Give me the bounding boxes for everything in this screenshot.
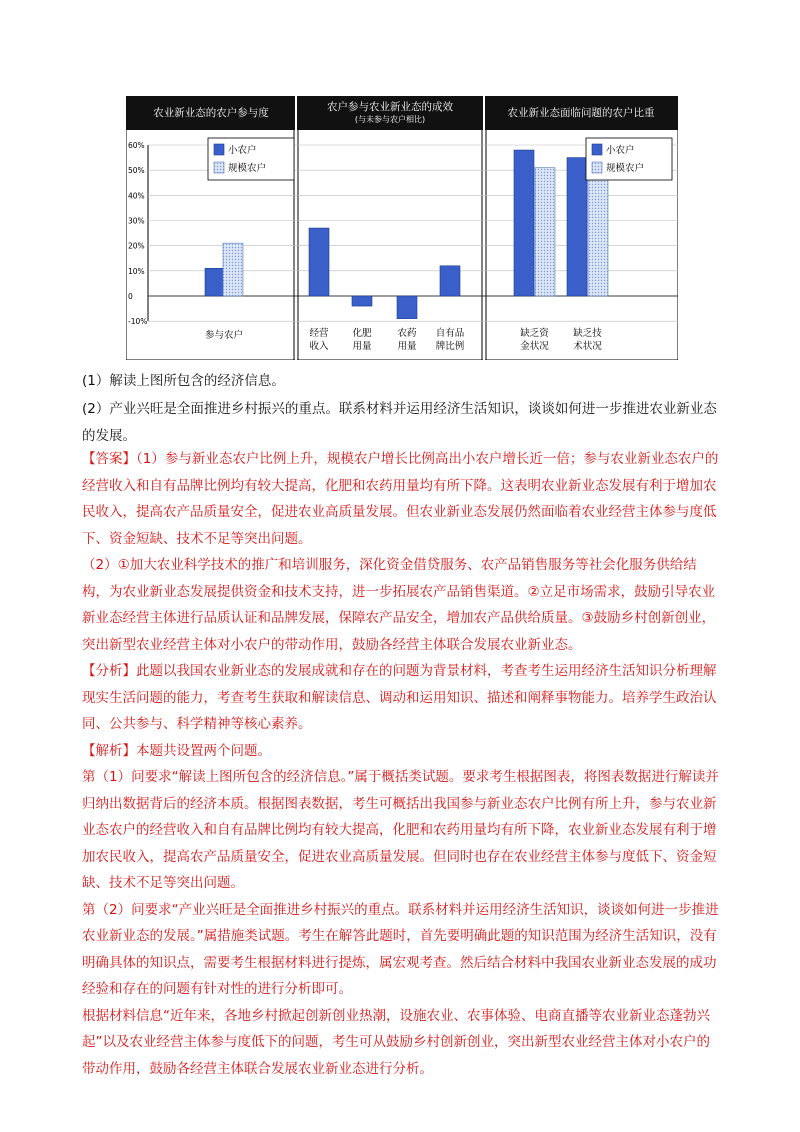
question-2 bbox=[82, 396, 722, 449]
explain-intro-paragraph bbox=[82, 738, 722, 765]
category-label: 缺乏资 bbox=[520, 328, 549, 339]
category-label: 参与农户 bbox=[204, 330, 244, 341]
legend-label-large: 规模农户 bbox=[606, 163, 645, 174]
answer-part-2: （2）①加大农业科学技术的推广和培训服务，深化资金借贷服务、农产品销售服务等社会化服务供给结构，为农业新业态发展提供资金和技术支持，进一步拓展农产品销售渠道。②立足市场需求，鼓励引导农业新业态经营主体进行品质认证和品牌发展，保障农产品安全，增加农产品供给质量。③鼓励乡村创新创业，突出新型农业经营主体对小农户的带动作用，鼓励各经营主体联合发展农业新业态。 bbox=[82, 557, 716, 653]
bar-0-0-1 bbox=[223, 243, 243, 296]
category-label: 化肥 bbox=[352, 328, 372, 339]
bar-1-2-0 bbox=[397, 296, 417, 319]
legend-label-large: 规模农户 bbox=[228, 163, 267, 174]
panel-subtitle-1: (与未参与农户相比) bbox=[354, 115, 426, 124]
bar-1-0-0 bbox=[309, 228, 329, 296]
bar-2-1-1 bbox=[588, 170, 608, 296]
y-tick-label: -10% bbox=[128, 317, 148, 327]
y-tick-label: 40% bbox=[128, 191, 145, 201]
legend-label-small: 小农户 bbox=[606, 145, 635, 156]
question-2-text: (2）产业兴旺是全面推进乡村振兴的重点。联系材料并运用经济生活知识，谈谈如何进一步推进农业新业态的发展。 bbox=[82, 401, 717, 444]
category-label: 缺乏技 bbox=[573, 328, 602, 339]
bar-1-3-0 bbox=[440, 266, 460, 296]
analysis-tag: 【分析】 bbox=[82, 663, 136, 679]
y-tick-label: 0 bbox=[128, 292, 133, 301]
category-label: 牌比例 bbox=[435, 341, 465, 352]
explain-part-3: 根据材料信息“近年来，各地乡村掀起创新创业热潮，设施农业、农事体验、电商直播等农业新业态蓬勃兴起”以及农业经营主体参与度低下的问题，考生可从鼓励乡村创新创业，突出新型农业经营主体对小农户的带动作用，鼓励各经营主体联合发展农业新业态进行分析。 bbox=[82, 1007, 710, 1077]
y-tick-label: 10% bbox=[128, 266, 145, 276]
category-label: 经营 bbox=[309, 328, 329, 339]
category-label: 用量 bbox=[397, 341, 417, 352]
panel-title-2: 农业新业态面临问题的农户比重 bbox=[507, 107, 655, 119]
y-tick-label: 60% bbox=[128, 141, 145, 150]
explain-part-2: 第（2）问要求“产业兴旺是全面推进乡村振兴的重点。联系材料并运用经济生活知识，谈谈如何进一步推进农业新业态的发展。”属措施类试题。考生在解答此题时，首先要明确此题的知识范围为经济生活知识，没有明确具体的知识点，需要考生根据材料进行提炼，属宏观考查。然后结合材料中我国农业新业态发展的成功经验和存在的问题有针对性的进行分析即可。 bbox=[82, 901, 719, 997]
chart-figure bbox=[126, 96, 678, 360]
category-label: 术状况 bbox=[573, 341, 602, 352]
legend-swatch-small bbox=[214, 144, 224, 155]
answer-section bbox=[82, 446, 722, 1082]
legend-swatch-large bbox=[592, 162, 602, 173]
category-label: 金状况 bbox=[520, 341, 549, 352]
bar-chart bbox=[126, 96, 678, 360]
explain-part-1: 第（1）问要求“解读上图所包含的经济信息。”属于概括类试题。要求考生根据图表，将图表数据进行解读并归纳出数据背后的经济本质。根据图表数据，考生可概括出我国参与新业态农户比例有所上升，参与农业新业态农户的经营收入和自有品牌比例均有较大提高，化肥和农药用量均有所下降，农业新业态发展有利于增加农民收入，提高农产品质量安全，促进农业高质量发展。但同时也存在农业经营主体参与度低下、资金短缺、技术不足等突出问题。 bbox=[82, 769, 719, 891]
bar-2-0-1 bbox=[535, 168, 555, 296]
panel-title-1: 农户参与农业新业态的成效 bbox=[327, 101, 453, 113]
category-label: 收入 bbox=[309, 341, 329, 352]
bar-1-1-0 bbox=[352, 296, 372, 306]
bar-0-0-0 bbox=[205, 268, 225, 296]
y-tick-label: 50% bbox=[128, 166, 145, 176]
analysis-paragraph bbox=[82, 658, 722, 738]
answer-text-1: （1）参与新业态农户比例上升，规模农户增长比例高出小农户增长近一倍；参与农业新业态农户的经营收入和自有品牌比例均有较大提高，化肥和农药用量均有所下降。这表明农业新业态发展有利于增加农民收入，提高农产品质量安全，促进农业高质量发展。但农业新业态发展仍然面临着农业经营主体参与度低下、资金短缺、技术不足等突出问题。 bbox=[82, 451, 719, 547]
panel-title-0: 农业新业态的农户参与度 bbox=[153, 107, 269, 119]
category-label: 自有品 bbox=[435, 328, 465, 339]
legend-label-small: 小农户 bbox=[228, 145, 257, 156]
question-1: (1）解读上图所包含的经济信息。 bbox=[82, 373, 285, 389]
category-label: 用量 bbox=[352, 341, 372, 352]
analysis-text: 此题以我国农业新业态的发展成就和存在的问题为背景材料，考查考生运用经济生活知识分析理解现实生活问题的能力，考查考生获取和解读信息、调动和运用知识、描述和阐释事物能力。培养学生政治认同、公共参与、科学精神等核心素养。 bbox=[82, 663, 717, 732]
legend-swatch-large bbox=[214, 162, 224, 173]
bar-2-1-0 bbox=[567, 158, 587, 296]
y-tick-label: 30% bbox=[128, 216, 145, 226]
answer-tag: 【答案】 bbox=[82, 451, 136, 467]
category-label: 农药 bbox=[397, 328, 417, 339]
bar-2-0-0 bbox=[514, 150, 534, 296]
legend-swatch-small bbox=[592, 144, 602, 155]
answer-part-1 bbox=[82, 446, 722, 552]
y-tick-label: 20% bbox=[128, 241, 145, 251]
explain-tag: 【解析】 bbox=[82, 742, 136, 759]
explain-intro: 本题共设置两个问题。 bbox=[136, 742, 271, 759]
